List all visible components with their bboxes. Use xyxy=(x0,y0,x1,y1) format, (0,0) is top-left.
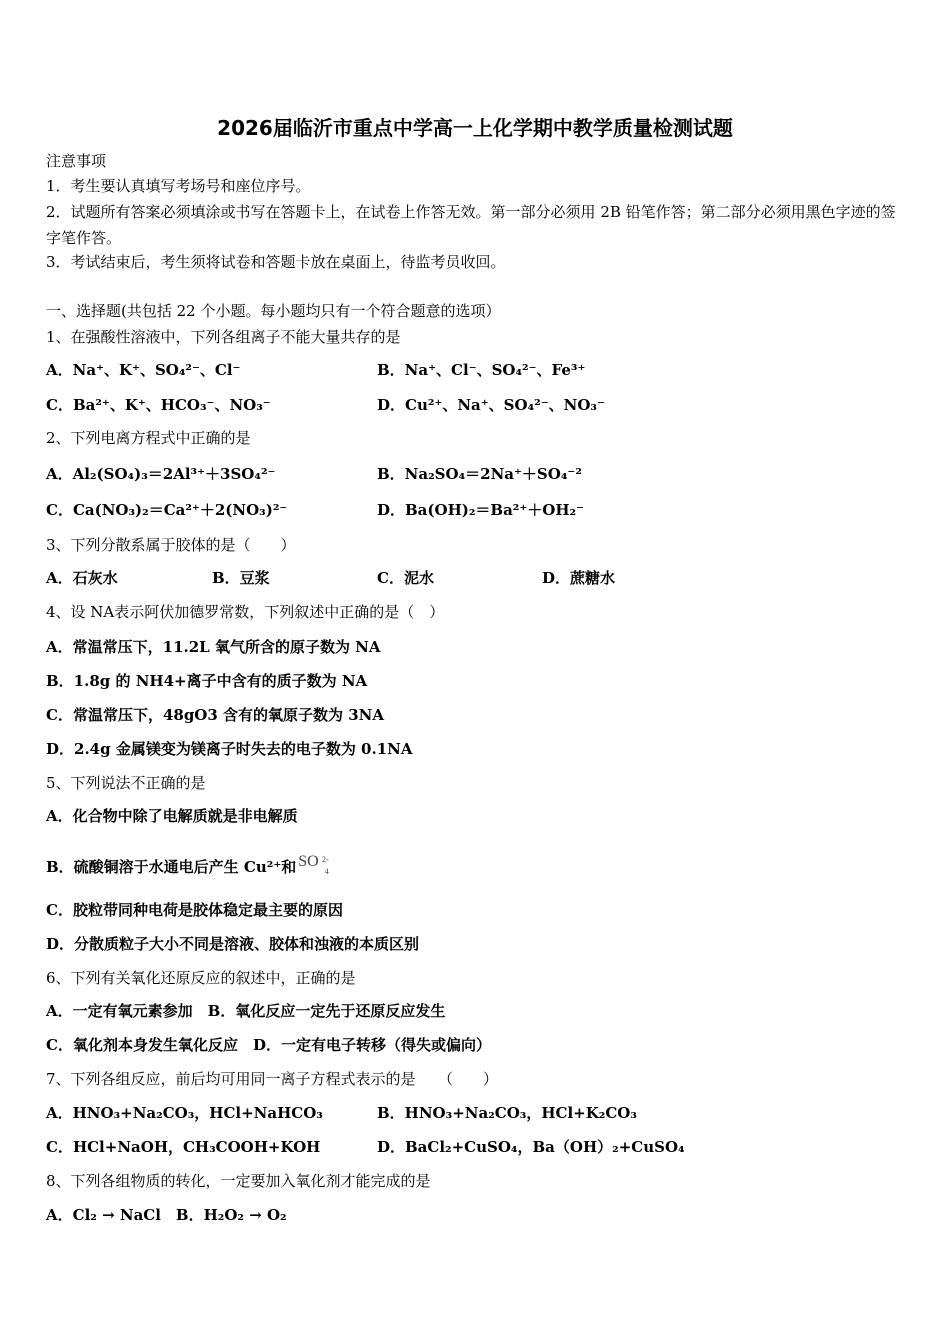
q4-option-d: D．2.4g 金属镁变为镁离子时失去的电子数为 0.1NA xyxy=(46,740,413,758)
q3-option-b: B．豆浆 xyxy=(212,569,270,587)
q1-option-a: A．Na⁺、K⁺、SO₄²⁻、Cl⁻ xyxy=(46,361,241,379)
q5-option-a: A．化合物中除了电解质就是非电解质 xyxy=(46,807,298,825)
q4-option-a: A．常温常压下，11.2L 氧气所含的原子数为 NA xyxy=(46,638,381,656)
notice-item-3: 3．考试结束后，考生须将试卷和答题卡放在桌面上，待监考员收回。 xyxy=(46,253,506,271)
q3-option-c: C．泥水 xyxy=(377,569,434,587)
notice-item-1: 1．考生要认真填写考场号和座位序号。 xyxy=(46,177,311,195)
sulfate-ion-formula: SO 2- 4 xyxy=(298,853,329,876)
q1-stem: 1、在强酸性溶液中，下列各组离子不能大量共存的是 xyxy=(46,328,401,346)
q6-stem: 6、下列有关氧化还原反应的叙述中，正确的是 xyxy=(46,969,356,987)
q7-option-a: A．HNO₃+Na₂CO₃，HCl+NaHCO₃ xyxy=(46,1104,323,1122)
q2-stem: 2、下列电离方程式中正确的是 xyxy=(46,429,251,447)
q1-option-b: B．Na⁺、Cl⁻、SO₄²⁻、Fe³⁺ xyxy=(377,361,586,379)
q7-option-b: B．HNO₃+Na₂CO₃，HCl+K₂CO₃ xyxy=(377,1104,637,1122)
notice-heading: 注意事项 xyxy=(46,152,107,170)
q1-option-c: C．Ba²⁺、K⁺、HCO₃⁻、NO₃⁻ xyxy=(46,396,271,414)
q4-option-b: B．1.8g 的 NH4+离子中含有的质子数为 NA xyxy=(46,672,368,690)
q8-options-ab: A．Cl₂ → NaCl B．H₂O₂ → O₂ xyxy=(46,1206,287,1224)
q3-option-d: D．蔗糖水 xyxy=(542,569,616,587)
q7-stem: 7、下列各组反应，前后均可用同一离子方程式表示的是 （ ） xyxy=(46,1070,499,1088)
q4-option-c: C．常温常压下，48gO3 含有的氧原子数为 3NA xyxy=(46,706,385,724)
q5-option-d: D．分散质粒子大小不同是溶液、胶体和浊液的本质区别 xyxy=(46,935,420,953)
q2-option-a: A．Al₂(SO₄)₃＝2Al³⁺＋3SO₄²⁻ xyxy=(46,465,276,483)
q3-option-a: A．石灰水 xyxy=(46,569,118,587)
q5-option-b-row xyxy=(46,852,329,877)
q6-options-ab: A．一定有氧元素参加 B．氧化反应一定先于还原反应发生 xyxy=(46,1002,446,1020)
q8-stem: 8、下列各组物质的转化，一定要加入氧化剂才能完成的是 xyxy=(46,1172,431,1190)
q5-option-c: C．胶粒带同种电荷是胶体稳定最主要的原因 xyxy=(46,901,343,919)
page-title: 2026届临沂市重点中学高一上化学期中教学质量检测试题 xyxy=(217,116,733,140)
q7-option-d: D．BaCl₂+CuSO₄，Ba（OH）₂+CuSO₄ xyxy=(377,1138,685,1156)
q2-option-c: C．Ca(NO₃)₂＝Ca²⁺＋2(NO₃)²⁻ xyxy=(46,501,288,519)
q4-stem: 4、设 NA表示阿伏加德罗常数，下列叙述中正确的是（ ） xyxy=(46,603,445,621)
q1-option-d: D．Cu²⁺、Na⁺、SO₄²⁻、NO₃⁻ xyxy=(377,396,605,414)
q2-option-d: D．Ba(OH)₂＝Ba²⁺＋OH₂⁻ xyxy=(377,501,585,519)
q5-stem: 5、下列说法不正确的是 xyxy=(46,774,206,792)
q2-option-b: B．Na₂SO₄＝2Na⁺＋SO₄⁻² xyxy=(377,465,582,483)
q3-stem: 3、下列分散系属于胶体的是（ ） xyxy=(46,536,296,554)
q7-option-c: C．HCl+NaOH，CH₃COOH+KOH xyxy=(46,1138,321,1156)
q6-options-cd: C．氧化剂本身发生氧化反应 D．一定有电子转移（得失或偏向） xyxy=(46,1036,491,1054)
section-heading: 一、选择题(共包括 22 个小题。每小题均只有一个符合题意的选项） xyxy=(46,302,501,320)
notice-item-2: 2．试题所有答案必须填涂或书写在答题卡上，在试卷上作答无效。第一部分必须用 2B 铅笔作答；第二部分必须用黑色字迹的签字笔作答。 xyxy=(46,203,896,247)
q5-option-b: B．硫酸铜溶于水通电后产生 Cu²⁺和 xyxy=(46,858,297,876)
